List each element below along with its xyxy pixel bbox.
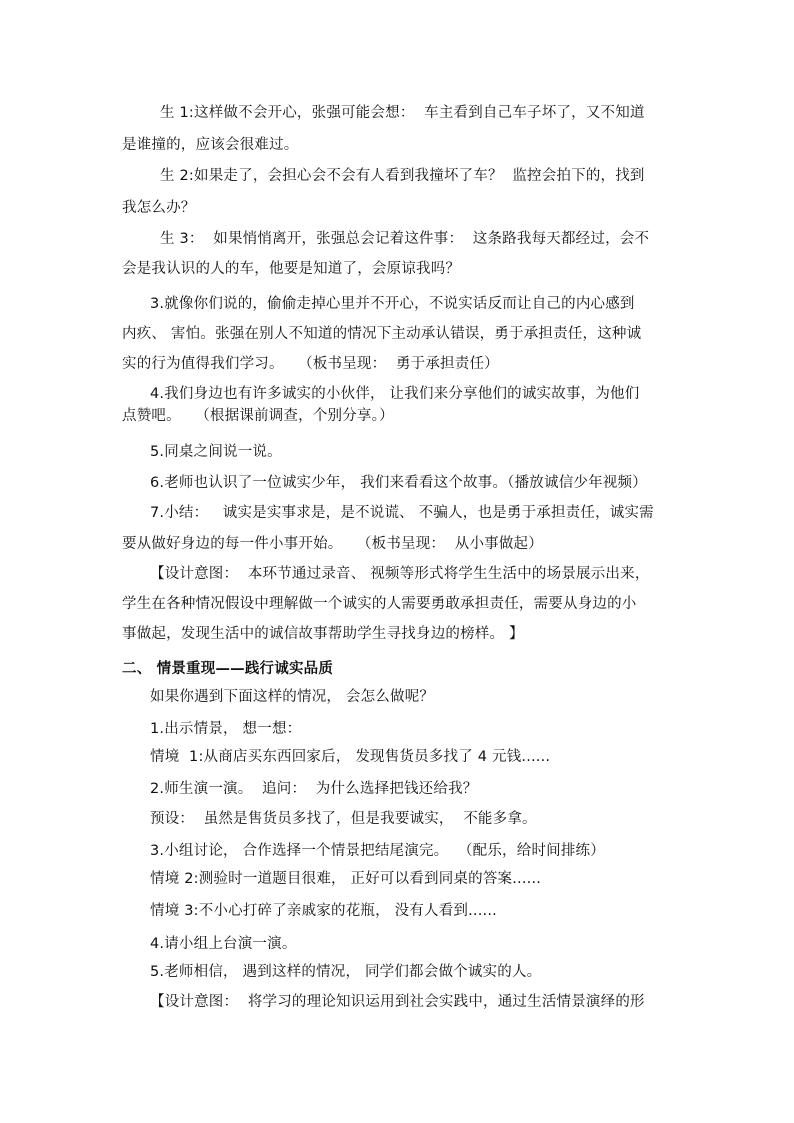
text-line: 7.小结： 诚实是实事求是，是不说谎、 不骗人，也是勇于承担责任，诚实需 (150, 505, 654, 521)
text-line: 【设计意图： 将学习的理论知识运用到社会实践中，通过生活情景演绎的形 (150, 994, 645, 1010)
text-line: 5.同桌之间说一说。 (150, 444, 282, 460)
text-line: 1.出示情景， 想一想： (150, 721, 302, 737)
text-line: 事做起，发现生活中的诚信故事帮助学生寻找身边的榜样。 】 (122, 626, 524, 642)
text-line: 会是我认识的人的车，他要是知道了，会原谅我吗？ (122, 261, 461, 277)
text-line: 情境 1:从商店买东西回家后， 发现售货员多找了 4 元钱...... (150, 749, 551, 765)
text-line: 预设： 虽然是售货员多找了，但是我要诚实， 不能多拿。 (150, 811, 537, 827)
text-line: 3.小组讨论， 合作选择一个情景把结尾演完。 （配乐，给时间排练） (150, 843, 605, 859)
text-line: 【设计意图： 本环节通过录音、 视频等形式将学生生活中的场景展示出来， (150, 566, 650, 582)
text-line: 生 3： 如果悄悄离开，张强总会记着这件事： 这条路我每天都经过，会不 (160, 231, 650, 247)
text-line: 如果你遇到下面这样的情况， 会怎么做呢？ (150, 689, 435, 705)
text-line: 5.老师相信， 遇到这样的情况， 同学们都会做个诚实的人。 (150, 964, 542, 980)
text-line: 情境 2:测验时一道题目很难， 正好可以看到同桌的答案...... (150, 871, 542, 887)
section-heading: 二、 情景重现——践行诚实品质 (122, 661, 334, 677)
text-line: 情境 3:不小心打碎了亲戚家的花瓶， 没有人看到...... (150, 903, 497, 919)
text-line: 生 1:这样做不会开心，张强可能会想： 车主看到自己车子坏了，又不知道 (160, 105, 645, 121)
text-line: 6.老师也认识了一位诚实少年， 我们来看看这个故事。（播放诚信少年视频） (150, 475, 647, 491)
text-line: 2.师生演一演。 追问： 为什么选择把钱还给我？ (150, 781, 478, 797)
text-line: 学生在各种情况假设中理解做一个诚实的人需要勇敢承担责任，需要从身边的小 (122, 596, 637, 612)
text-line: 要从做好身边的每一件小事开始。 （板书呈现： 从小事做起） (122, 536, 543, 552)
text-line: 3.就像你们说的，偷偷走掉心里并不开心，不说实话反而让自己的内心感到 (150, 296, 635, 312)
text-line: 内疚、 害怕。张强在别人不知道的情况下主动承认错误，勇于承担责任，这种诚 (122, 326, 642, 342)
text-line: 点赞吧。 （根据课前调查，个别分享。） (122, 408, 394, 424)
text-line: 是谁撞的，应该会很难过。 (122, 137, 299, 153)
text-line: 我怎么办？ (122, 200, 196, 216)
text-line: 4.我们身边也有许多诚实的小伙伴， 让我们来分享他们的诚实故事，为他们 (150, 386, 640, 402)
text-line: 生 2:如果走了，会担心会不会有人看到我撞坏了车？ 监控会拍下的，找到 (160, 168, 645, 184)
text-line: 实的行为值得我们学习。 （板书呈现： 勇于承担责任） (122, 356, 499, 372)
text-line: 4.请小组上台演一演。 (150, 936, 297, 952)
